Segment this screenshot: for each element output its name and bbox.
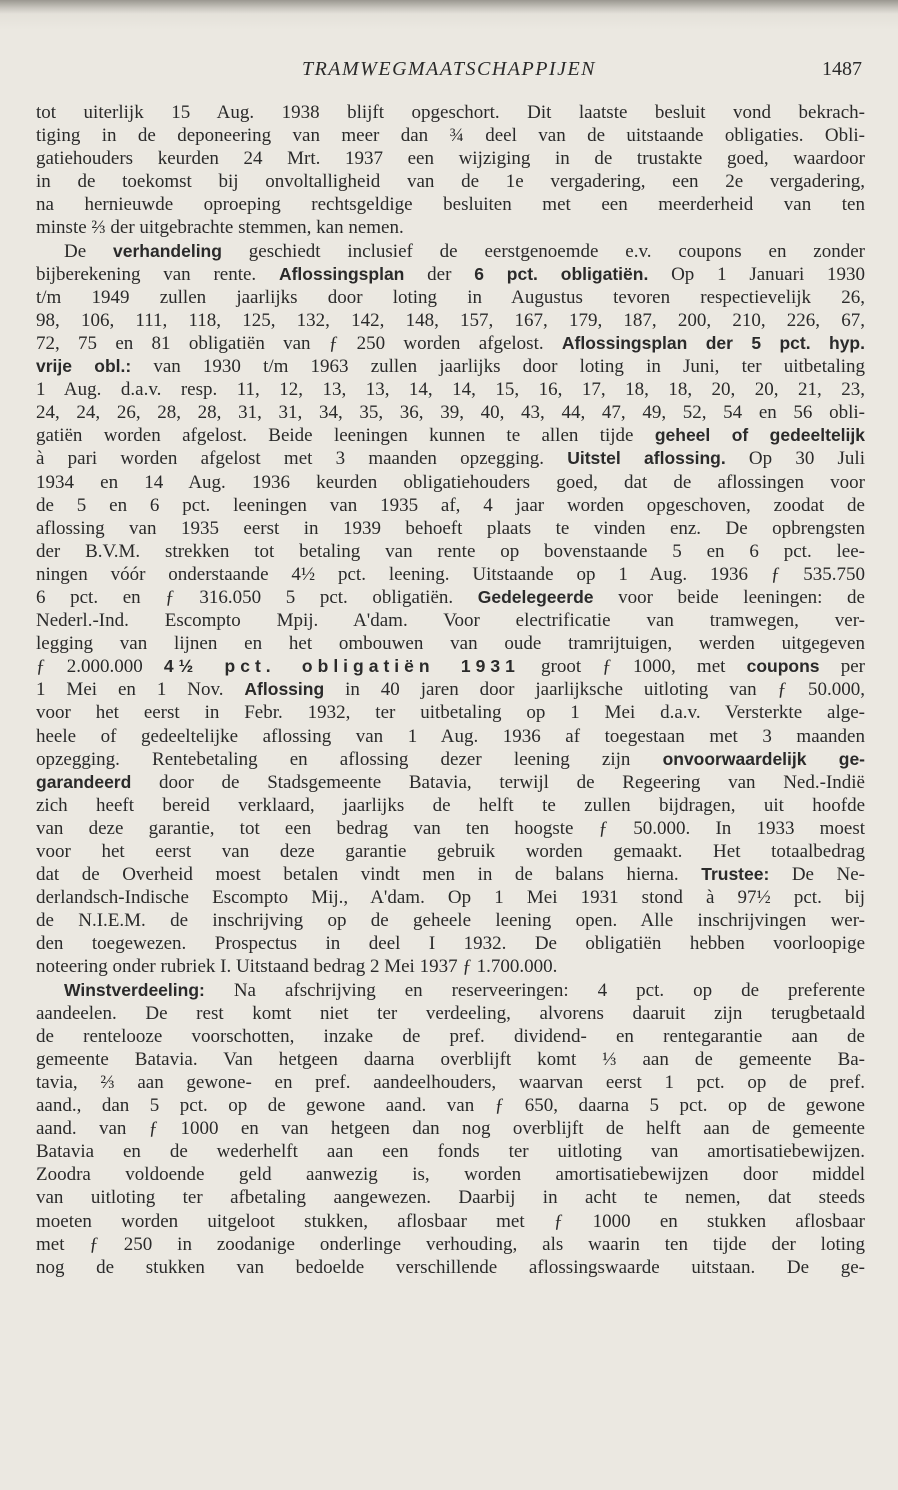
text-run: gemeente Batavia. Van hetgeen daarna overblijft komt ⅓ aan de gemeente Ba- <box>36 1048 865 1070</box>
text-line <box>36 401 865 424</box>
text-line <box>36 909 865 932</box>
text-run: 1 Aug. d.a.v. resp. 11, 12, 13, 13, 14, 14, 15, 16, 17, 18, 18, 20, 20, 21, 23, <box>36 379 865 401</box>
text-run: van 1930 t/m 1963 zullen jaarlijks door loting in Juni, ter uitbetaling <box>131 356 865 378</box>
bold-term: garandeerd <box>36 771 132 792</box>
text-line <box>36 840 865 863</box>
text-line <box>36 932 865 955</box>
bold-term: verhandeling <box>113 240 222 261</box>
text-run: de rentelooze voorschotten, inzake de pref. dividend- en rentegarantie aan de <box>36 1025 865 1047</box>
text-run: de N.I.E.M. de inschrijving op de geheele leening open. Alle inschrijvingen wer- <box>36 910 865 932</box>
text-line <box>36 1163 865 1186</box>
bold-term: Aflossing <box>244 679 325 700</box>
text-run: voor het eerst in Febr. 1932, ter uitbetaling op 1 Mei d.a.v. Versterkte alge- <box>36 702 865 724</box>
text-run: van uitloting ter afbetaling aangewezen. Daarbij in acht te nemen, dat steeds <box>36 1187 865 1209</box>
text-run: Zoodra voldoende geld aanwezig is, worden amortisatiebewijzen door middel <box>36 1164 865 1186</box>
text-line <box>36 632 865 655</box>
text-run: opzegging. Rentebetaling en aflossing dezer leening zijn <box>36 748 663 770</box>
bold-term: Trustee: <box>701 864 770 885</box>
text-run: heele of gedeeltelijke aflossing van 1 Aug. 1936 af toegestaan met 3 maanden <box>36 725 865 747</box>
text-run: aand., dan 5 pct. op de gewone aand. van ƒ 650, daarna 5 pct. op de gewone <box>36 1095 865 1117</box>
bold-term: coupons <box>746 656 820 677</box>
text-line <box>36 1071 865 1094</box>
text-run: gatiehouders keurden 24 Mrt. 1937 een wijziging in de trustakte goed, waardoor <box>36 148 865 170</box>
bold-term: 6 pct. obligatiën. <box>474 263 649 284</box>
text-line <box>36 1256 865 1279</box>
text-run: Op 30 Juli <box>725 448 865 470</box>
text-line <box>36 286 865 309</box>
text-run: aflossing van 1935 eerst in 1939 behoeft plaats te vinden enz. De opbrengsten <box>36 517 865 539</box>
text-run: derlandsch-Indische Escompto Mij., A'dam. Op 1 Mei 1931 stond à 97½ pct. bij <box>36 887 865 909</box>
bold-term: Aflossingsplan <box>278 263 405 284</box>
text-line <box>36 725 865 748</box>
text-run: voor het eerst van deze garantie gebruik worden gemaakt. Het totaalbedrag <box>36 841 865 862</box>
text-run: geschiedt inclusief de eerstgenoemde e.v. coupons en zonder <box>221 240 865 262</box>
bold-term: Aflossingsplan der 5 pct. hyp. <box>561 332 865 353</box>
text-run: 98, 106, 111, 118, 125, 132, 142, 148, 157, 167, 179, 187, 200, 210, 226, 67, <box>36 309 865 331</box>
text-line <box>36 1210 865 1233</box>
text-run: moeten worden uitgeloot stukken, aflosbaar met ƒ 1000 en stukken aflosbaar <box>36 1210 865 1232</box>
text-line <box>36 424 865 447</box>
page-top-edge <box>0 0 898 14</box>
text-run: na hernieuwde oproeping rechtsgeldige besluiten met een meerderheid van ten <box>36 194 865 216</box>
text-run: t/m 1949 zullen jaarlijks door loting in Augustus tevoren respectievelijk 26, <box>36 286 865 308</box>
text-line <box>36 771 865 794</box>
text-run: legging van lijnen en het ombouwen van oude tramrijtuigen, werden uitgegeven <box>36 633 865 655</box>
text-line <box>36 979 865 1002</box>
text-line <box>36 494 865 517</box>
text-run: 1 Mei en 1 Nov. <box>36 679 245 701</box>
text-run: minste ⅔ der uitgebrachte stemmen, kan nemen. <box>36 217 404 239</box>
text-run: met ƒ 250 in zoodanige onderlinge verhouding, als waarin ten tijde der loting <box>36 1233 865 1255</box>
text-line <box>36 1117 865 1140</box>
text-line <box>36 655 865 678</box>
bold-term: onvoorwaardelijk ge- <box>662 748 865 769</box>
text-line <box>36 794 865 817</box>
text-run: den toegewezen. Prospectus in deel I 1932. De obligatiën hebben voorloopige <box>36 933 865 955</box>
bold-term: Uitstel aflossing. <box>567 448 726 469</box>
text-run: bijberekening van rente. <box>36 263 279 285</box>
text-line <box>36 1094 865 1117</box>
text-line <box>36 1025 865 1048</box>
text-line <box>36 193 865 216</box>
text-run: voor beide leeningen: de <box>593 586 865 608</box>
bold-term: geheel of gedeeltelijk <box>654 425 865 446</box>
bold-term: Gedelegeerde <box>477 586 594 607</box>
text-run: à pari worden afgelost met 3 maanden opzegging. <box>36 448 568 470</box>
text-line <box>36 447 865 470</box>
text-run: Op 1 Januari 1930 <box>648 263 865 285</box>
text-line <box>36 332 865 355</box>
text-run: ningen vóór onderstaande 4½ pct. leening. Uitstaande op 1 Aug. 1936 ƒ 535.750 <box>36 563 865 585</box>
text-line <box>36 170 865 193</box>
text-run: door de Stadsgemeente Batavia, terwijl de Regeering van Ned.-Indië <box>131 771 865 793</box>
text-line <box>36 1002 865 1025</box>
text-run: 24, 24, 26, 28, 28, 31, 31, 34, 35, 36, 39, 40, 43, 44, 47, 49, 52, 54 en 56 obli- <box>36 402 865 424</box>
text-run: dat de Overheid moest betalen vindt men in de balans hierna. <box>36 864 702 886</box>
text-run: Na afschrijving en reserveeringen: 4 pct. op de preferente <box>204 979 865 1001</box>
text-run: Nederl.-Ind. Escompto Mpij. A'dam. Voor electrificatie van tramwegen, ver- <box>36 610 865 632</box>
text-line <box>36 955 865 978</box>
text-line <box>36 701 865 724</box>
text-run: in de toekomst bij onvoltalligheid van de 1e vergadering, een 2e vergadering, <box>36 171 865 193</box>
text-run: tiging in de deponeering van meer dan ¾ deel van de uitstaande obligaties. Obli- <box>36 125 865 147</box>
text-line <box>36 471 865 494</box>
running-title: TRAMWEGMAATSCHAPPIJEN <box>301 58 597 80</box>
text-line <box>36 563 865 586</box>
text-run: nog de stukken van bedoelde verschillende aflossingswaarde uitstaan. De ge- <box>36 1256 865 1278</box>
text-line <box>36 263 865 286</box>
text-run: noteering onder rubriek I. Uitstaand bedrag 2 Mei 1937 ƒ 1.700.000. <box>36 956 558 978</box>
text-run: aand. van ƒ 1000 en van hetgeen dan nog overblijft de helft aan de gemeente <box>36 1118 865 1140</box>
text-run: per <box>819 656 865 678</box>
text-run: 6 pct. en ƒ 316.050 5 pct. obligatiën. <box>36 586 478 608</box>
text-line <box>36 586 865 609</box>
text-run: van deze garantie, tot een bedrag van ten hoogste ƒ 50.000. In 1933 moest <box>36 817 865 839</box>
text-line <box>36 309 865 332</box>
text-line <box>36 863 865 886</box>
text-line <box>36 540 865 563</box>
text-line <box>36 517 865 540</box>
text-line <box>36 378 865 401</box>
bold-term: Winstverdeeling: <box>64 979 205 1000</box>
text-line <box>36 147 865 170</box>
text-run: De <box>64 240 114 262</box>
text-run: tot uiterlijk 15 Aug. 1938 blijft opgeschort. Dit laatste besluit vond bekrach- <box>36 102 865 123</box>
text-line <box>36 1233 865 1256</box>
text-line <box>36 240 865 263</box>
text-line <box>36 609 865 632</box>
bold-term: 4½ pct. obligatiën 1931 <box>163 656 520 677</box>
page-header <box>36 58 862 88</box>
text-line <box>36 1140 865 1163</box>
text-run: gatiën worden afgelost. Beide leeningen kunnen te allen tijde <box>36 425 655 447</box>
text-run: zich heeft bereid verklaard, jaarlijks de helft te zullen bijdragen, uit hoofde <box>36 794 865 816</box>
bold-term: vrije obl.: <box>36 356 132 377</box>
text-run: 72, 75 en 81 obligatiën van ƒ 250 worden afgelost. <box>36 332 562 354</box>
text-run: groot ƒ 1000, met <box>519 656 747 678</box>
text-run: aandeelen. De rest komt niet ter verdeeling, alvorens daaruit zijn terugbetaald <box>36 1002 865 1024</box>
text-run: tavia, ⅔ aan gewone- en pref. aandeelhouders, waarvan eerst 1 pct. op de pref. <box>36 1071 865 1093</box>
text-run: 1934 en 14 Aug. 1936 keurden obligatiehouders goed, dat de aflossingen voor <box>36 471 865 493</box>
text-run: de 5 en 6 pct. leeningen van 1935 af, 4 jaar worden opgeschoven, zoodat de <box>36 494 865 516</box>
text-line <box>36 1186 865 1209</box>
text-run: in 40 jaren door jaarlijksche uitloting van ƒ 50.000, <box>324 679 865 701</box>
text-run: der <box>404 263 475 285</box>
body-text <box>36 101 865 1279</box>
text-run: der B.V.M. strekken tot betaling van rente op bovenstaande 5 en 6 pct. lee- <box>36 540 865 562</box>
text-line <box>36 748 865 771</box>
text-line <box>36 1048 865 1071</box>
text-run: Batavia en de wederhelft aan een fonds ter uitloting van amortisatiebewijzen. <box>36 1141 865 1163</box>
text-line <box>36 355 865 378</box>
text-line <box>36 817 865 840</box>
text-line <box>36 678 865 701</box>
text-line <box>36 101 865 124</box>
text-line <box>36 886 865 909</box>
text-line <box>36 216 865 239</box>
text-run: ƒ 2.000.000 <box>36 656 164 678</box>
text-line <box>36 124 865 147</box>
text-run: De Ne- <box>769 864 865 886</box>
page-number: 1487 <box>822 58 862 80</box>
